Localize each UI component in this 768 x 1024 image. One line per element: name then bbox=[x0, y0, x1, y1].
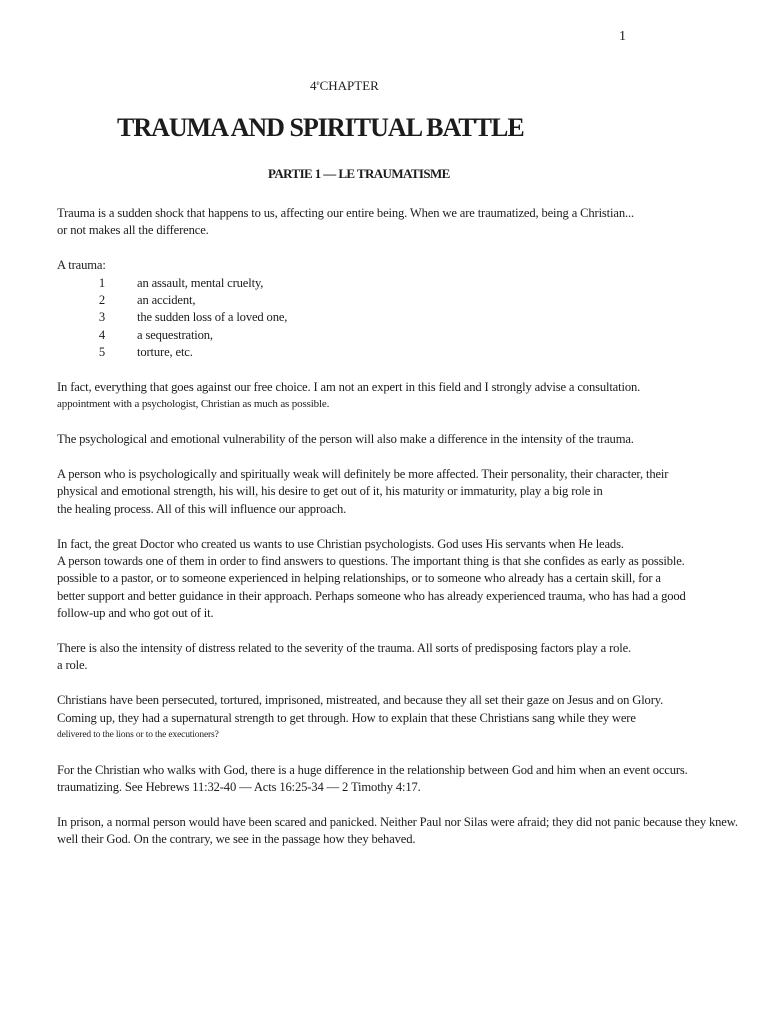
paragraph-line: delivered to the lions or to the executioners? bbox=[57, 730, 219, 740]
list-item bbox=[57, 344, 768, 361]
document-body bbox=[57, 205, 768, 849]
paragraph-line: For the Christian who walks with God, there is a huge difference in the relationship between God and him when an event occurs. bbox=[57, 762, 688, 777]
paragraph-line: Trauma is a sudden shock that happens to us, affecting our entire being. When we are traumatized, being a Christian... bbox=[57, 206, 634, 220]
list-number: 1 bbox=[98, 275, 105, 290]
paragraph-line: In prison, a normal person would have been scared and panicked. Neither Paul nor Silas were afraid; they did not panic because they knew. bbox=[57, 815, 738, 829]
list-text: a sequestration, bbox=[137, 327, 213, 342]
list-item bbox=[57, 309, 768, 326]
list-text: an accident, bbox=[137, 293, 196, 307]
paragraph-line: well their God. On the contrary, we see in the passage how they behaved. bbox=[57, 832, 416, 847]
paragraph-line: A person who is psychologically and spiritually weak will definitely be more affected. Their personality, their character, their bbox=[57, 466, 669, 481]
list-number: 2 bbox=[98, 293, 105, 307]
paragraph-line: a role. bbox=[57, 658, 88, 673]
paragraph-line: There is also the intensity of distress related to the severity of the trauma. All sorts of predisposing factors play a role. bbox=[57, 640, 632, 655]
list-number: 3 bbox=[98, 310, 105, 325]
list-text: the sudden loss of a loved one, bbox=[137, 310, 288, 325]
page-number: 1 bbox=[619, 29, 626, 44]
paragraph-line: A person towards one of them in order to find answers to questions. The important thing is that she confides as early as possible. bbox=[57, 553, 685, 568]
chapter-word: CHAPTER bbox=[319, 78, 379, 93]
list-item bbox=[57, 275, 768, 292]
paragraph-line: The psychological and emotional vulnerability of the person will also make a difference in the intensity of the trauma. bbox=[57, 432, 634, 447]
list-number: 4 bbox=[98, 327, 105, 342]
paragraph-line: better support and better guidance in their approach. Perhaps someone who has already experienced trauma, who has had a good bbox=[57, 588, 686, 603]
paragraph-line: traumatizing. See Hebrews 11:32-40 — Acts 16:25-34 — 2 Timothy 4:17. bbox=[57, 780, 421, 795]
numbered-list bbox=[57, 275, 768, 362]
list-number: 5 bbox=[98, 345, 105, 360]
paragraph-line: In fact, everything that goes against our free choice. I am not an expert in this field and I strongly advise a consultation. bbox=[57, 379, 641, 394]
paragraph-line: or not makes all the difference. bbox=[57, 223, 209, 238]
paragraph-line: physical and emotional strength, his will, his desire to get out of it, his maturity or immaturity, play a big role in bbox=[57, 484, 603, 499]
document-title: TRAUMA AND SPIRITUAL BATTLE bbox=[117, 113, 524, 142]
list-item bbox=[57, 327, 768, 344]
section-subtitle: PARTIE 1 — LE TRAUMATISME bbox=[268, 166, 450, 181]
list-heading: A trauma: bbox=[57, 258, 106, 273]
paragraph-line: Coming up, they had a supernatural strength to get through. How to explain that these Christians sang while they were bbox=[57, 710, 636, 725]
list-item bbox=[57, 292, 768, 309]
paragraph-line: Christians have been persecuted, tortured, imprisoned, mistreated, and because they all set their gaze on Jesus and on Glory. bbox=[57, 693, 664, 708]
list-text: an assault, mental cruelty, bbox=[137, 275, 264, 290]
chapter-label bbox=[310, 78, 379, 94]
paragraph-line: In fact, the great Doctor who created us wants to use Christian psychologists. God uses His servants when He leads. bbox=[57, 536, 624, 551]
paragraph-line: follow-up and who got out of it. bbox=[57, 606, 214, 621]
paragraph-line: appointment with a psychologist, Christian as much as possible. bbox=[57, 398, 330, 411]
paragraph-line: possible to a pastor, or to someone experienced in helping relationships, or to someone who already has a certain skill, for a bbox=[57, 571, 661, 586]
chapter-superscript: e bbox=[316, 79, 320, 87]
list-text: torture, etc. bbox=[137, 345, 193, 360]
paragraph-line: the healing process. All of this will influence our approach. bbox=[57, 501, 347, 516]
chapter-number: 4 bbox=[310, 78, 317, 93]
